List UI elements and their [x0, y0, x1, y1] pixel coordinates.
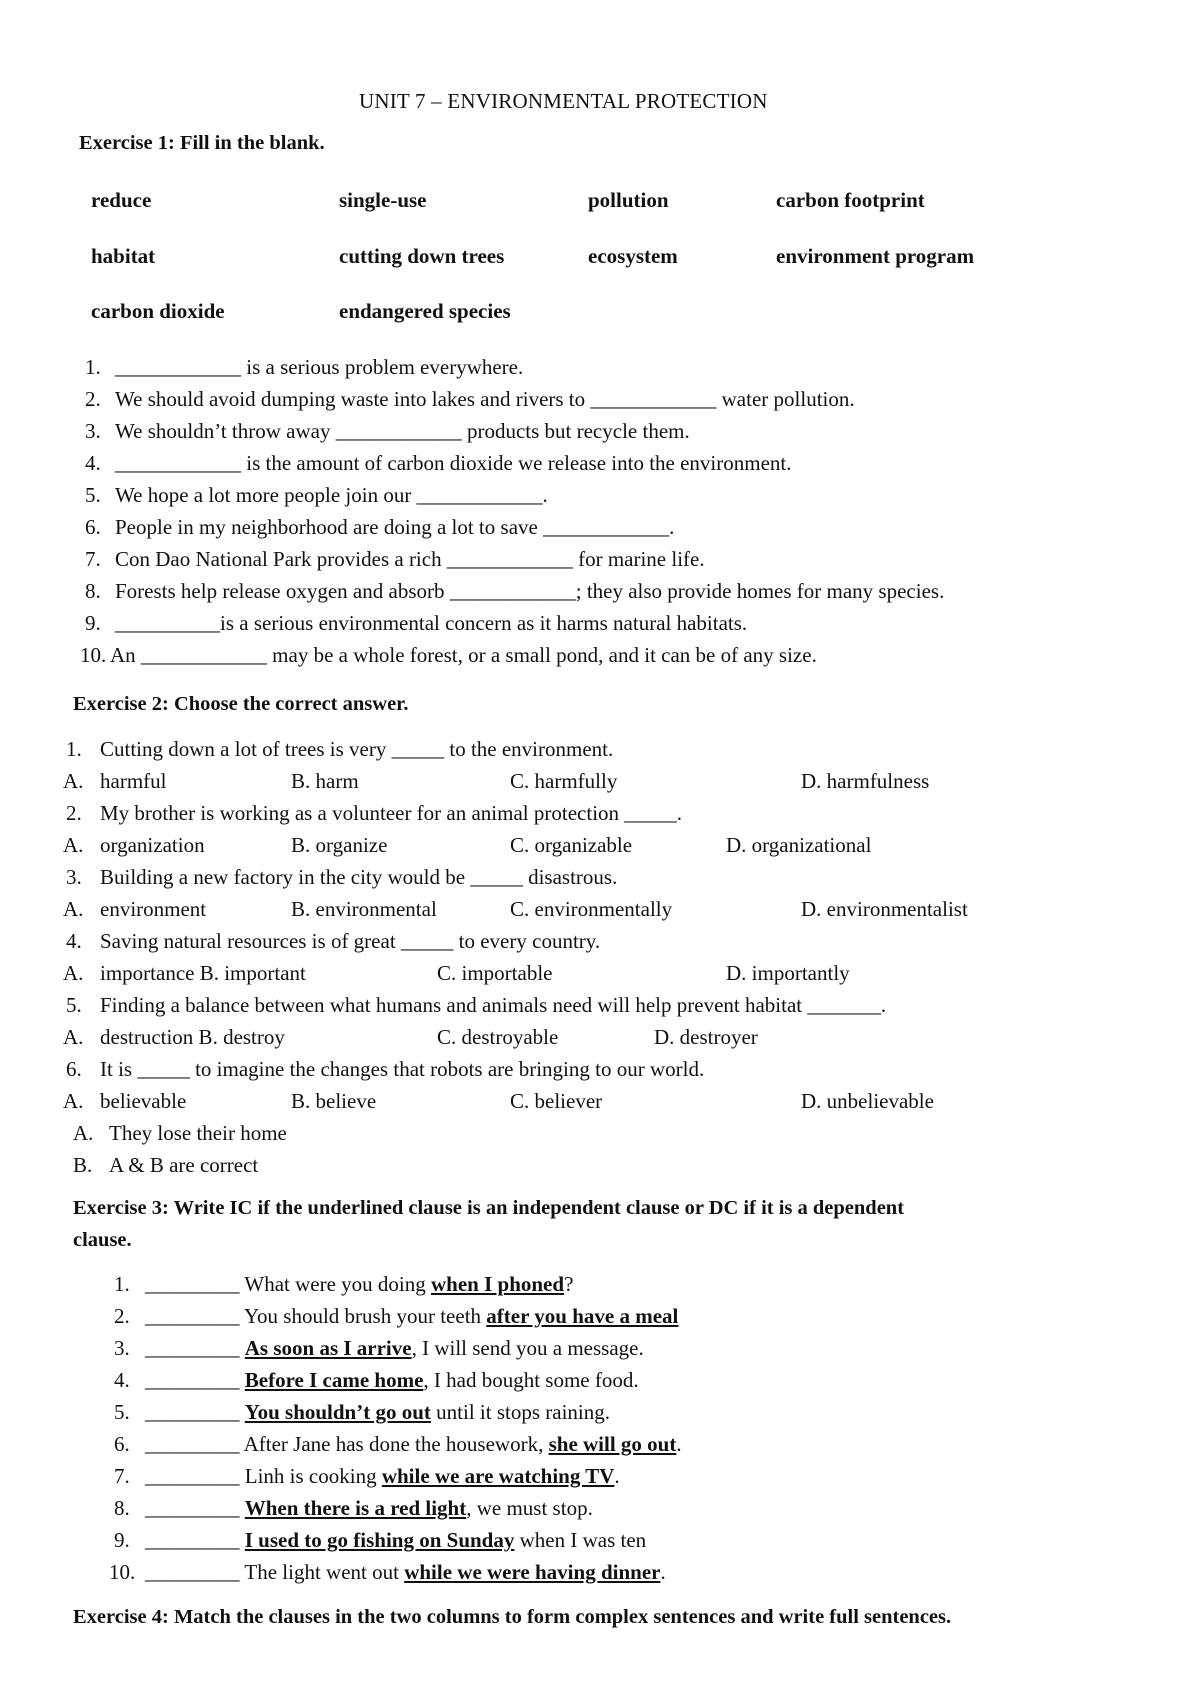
question-number: 4. [66, 929, 82, 953]
answer-option[interactable]: D. importantly [726, 961, 850, 985]
answer-blank[interactable]: _________ [145, 1560, 240, 1584]
answer-option[interactable]: A. [63, 961, 84, 985]
underlined-clause: When there is a red light [244, 1496, 467, 1520]
fill-blank-number: 7. [85, 547, 101, 571]
answer-option[interactable]: A. [63, 1089, 84, 1113]
sentence-after: , I had bought some food. [423, 1368, 639, 1392]
answer-option[interactable]: organization [100, 833, 205, 857]
underlined-clause: while we were having dinner [404, 1560, 661, 1584]
question-number: 2. [66, 801, 82, 825]
question-number: 5. [66, 993, 82, 1017]
answer-option[interactable]: importance B. important [100, 961, 306, 985]
fill-blank-sentence: We hope a lot more people join our ____________. [115, 483, 548, 507]
answer-option[interactable]: C. importable [437, 961, 553, 985]
clause-sentence [145, 1368, 639, 1393]
clause-number: 10. [109, 1560, 136, 1584]
fill-blank-number: 3. [85, 419, 101, 443]
sentence-before: You should brush your teeth [243, 1304, 487, 1328]
answer-option[interactable]: harmful [100, 769, 167, 793]
answer-option[interactable]: A. [63, 1025, 84, 1049]
clause-sentence [145, 1464, 620, 1489]
clause-number: 9. [114, 1528, 130, 1552]
sentence-after: . [614, 1464, 620, 1488]
answer-option[interactable]: C. destroyable [437, 1025, 559, 1049]
word-bank-item: carbon dioxide [91, 299, 225, 323]
sentence-after: when I was ten [514, 1528, 647, 1552]
fill-blank-sentence: ____________ is the amount of carbon dioxide we release into the environment. [115, 451, 792, 475]
sentence-before: After Jane has done the housework, [243, 1432, 549, 1456]
fill-blank-sentence: We should avoid dumping waste into lakes and rivers to ____________ water pollution. [115, 387, 855, 411]
exercise-3-heading-continued: clause. [73, 1229, 132, 1251]
fill-blank-number: 2. [85, 387, 101, 411]
word-bank-item: endangered species [339, 299, 511, 323]
exercise-3-heading: Exercise 3: Write IC if the underlined clause is an independent clause or DC if it is a dependent [73, 1197, 905, 1219]
answer-option[interactable]: C. organizable [510, 833, 633, 857]
answer-option[interactable]: C. environmentally [510, 897, 673, 921]
clause-sentence [145, 1400, 610, 1425]
question-number: 3. [66, 865, 82, 889]
sentence-after: . [676, 1432, 682, 1456]
clause-number: 4. [114, 1368, 130, 1392]
exercise-4-heading: Exercise 4: Match the clauses in the two columns to form complex sentences and write full sentences. [73, 1606, 952, 1628]
exercise-1-heading: Exercise 1: Fill in the blank. [79, 132, 325, 154]
underlined-clause: when I phoned [431, 1272, 565, 1296]
answer-blank[interactable]: _________ [145, 1272, 240, 1296]
fill-blank-number: 6. [85, 515, 101, 539]
answer-option[interactable]: C. harmfully [510, 769, 618, 793]
question-text: Building a new factory in the city would be _____ disastrous. [100, 865, 618, 889]
word-bank-item: carbon footprint [776, 188, 925, 212]
question-number: 6. [66, 1057, 82, 1081]
clause-number: 5. [114, 1400, 130, 1424]
answer-blank[interactable]: _________ [145, 1528, 240, 1552]
clause-number: 3. [114, 1336, 130, 1360]
fill-blank-number: 8. [85, 579, 101, 603]
fill-blank-number: 9. [85, 611, 101, 635]
underlined-clause: Before I came home [244, 1368, 424, 1392]
underlined-clause: As soon as I arrive [244, 1336, 412, 1360]
underlined-clause: I used to go fishing on Sunday [244, 1528, 515, 1552]
answer-option[interactable]: B. harm [291, 769, 359, 793]
answer-blank[interactable]: _________ [145, 1368, 240, 1392]
clause-sentence [145, 1336, 644, 1361]
word-bank-item: ecosystem [588, 244, 678, 268]
answer-blank[interactable]: _________ [145, 1432, 240, 1456]
sentence-before: The light went out [244, 1560, 405, 1584]
extra-option-text: They lose their home [109, 1121, 287, 1145]
sentence-after: , we must stop. [466, 1496, 593, 1520]
answer-blank[interactable]: _________ [145, 1496, 240, 1520]
fill-blank-number: 10. [80, 643, 107, 667]
sentence-after: ? [564, 1272, 574, 1296]
sentence-after: . [660, 1560, 666, 1584]
word-bank-item: environment program [776, 244, 975, 268]
answer-blank[interactable]: _________ [145, 1336, 240, 1360]
answer-option[interactable]: believable [100, 1089, 187, 1113]
answer-option[interactable]: D. destroyer [654, 1025, 758, 1049]
answer-option[interactable]: C. believer [510, 1089, 603, 1113]
page-title: UNIT 7 – ENVIRONMENTAL PROTECTION [359, 89, 768, 113]
answer-option[interactable]: B. believe [291, 1089, 377, 1113]
underlined-clause: she will go out [548, 1432, 677, 1456]
extra-option-letter: A. [73, 1121, 94, 1145]
underlined-clause: while we are watching TV [381, 1464, 615, 1488]
sentence-before: What were you doing [244, 1272, 431, 1296]
clause-sentence [145, 1304, 678, 1329]
fill-blank-sentence: An ____________ may be a whole forest, or a small pond, and it can be of any size. [110, 643, 817, 667]
answer-option[interactable]: environment [100, 897, 207, 921]
extra-option-text: A & B are correct [109, 1153, 259, 1177]
fill-blank-sentence: People in my neighborhood are doing a lot to save ____________. [115, 515, 675, 539]
answer-option[interactable]: destruction B. destroy [100, 1025, 285, 1049]
clause-number: 6. [114, 1432, 130, 1456]
underlined-clause: after you have a meal [486, 1304, 679, 1328]
word-bank-item: reduce [91, 188, 152, 212]
fill-blank-number: 1. [85, 355, 101, 379]
fill-blank-sentence: Forests help release oxygen and absorb ____________; they also provide homes for many species. [115, 579, 945, 603]
clause-number: 8. [114, 1496, 130, 1520]
fill-blank-sentence: ____________ is a serious problem everywhere. [115, 355, 524, 379]
word-bank-item: single-use [339, 188, 427, 212]
answer-blank[interactable]: _________ [145, 1464, 240, 1488]
clause-sentence [145, 1560, 666, 1585]
fill-blank-sentence: __________is a serious environmental concern as it harms natural habitats. [115, 611, 748, 635]
clause-number: 7. [114, 1464, 130, 1488]
question-text: It is _____ to imagine the changes that robots are bringing to our world. [100, 1057, 705, 1081]
clause-number: 2. [114, 1304, 130, 1328]
word-bank-item: pollution [588, 188, 669, 212]
clause-sentence [145, 1528, 646, 1553]
answer-option[interactable]: D. organizational [726, 833, 872, 857]
answer-option[interactable]: A. [63, 833, 84, 857]
answer-blank[interactable]: _________ [145, 1400, 240, 1424]
clause-sentence [145, 1272, 573, 1297]
answer-option[interactable]: D. environmentalist [801, 897, 968, 921]
word-bank-item: habitat [91, 244, 156, 268]
clause-sentence [145, 1432, 682, 1457]
question-number: 1. [66, 737, 82, 761]
question-text: Cutting down a lot of trees is very _____ to the environment. [100, 737, 614, 761]
sentence-after: , I will send you a message. [411, 1336, 644, 1360]
clause-sentence [145, 1496, 593, 1521]
exercise-2-heading: Exercise 2: Choose the correct answer. [73, 693, 409, 715]
answer-option[interactable]: B. environmental [291, 897, 437, 921]
answer-option[interactable]: D. unbelievable [801, 1089, 934, 1113]
fill-blank-number: 4. [85, 451, 101, 475]
fill-blank-sentence: We shouldn’t throw away ____________ products but recycle them. [115, 419, 690, 443]
answer-option[interactable]: B. organize [291, 833, 388, 857]
sentence-after: until it stops raining. [430, 1400, 610, 1424]
answer-blank[interactable]: _________ [145, 1304, 240, 1328]
sentence-before: Linh is cooking [244, 1464, 382, 1488]
question-text: My brother is working as a volunteer for an animal protection _____. [100, 801, 683, 825]
word-bank-item: cutting down trees [339, 244, 505, 268]
fill-blank-sentence: Con Dao National Park provides a rich ____________ for marine life. [115, 547, 705, 571]
answer-option[interactable]: A. [63, 769, 84, 793]
question-text: Finding a balance between what humans and animals need will help prevent habitat _______. [100, 993, 887, 1017]
question-text: Saving natural resources is of great _____ to every country. [100, 929, 601, 953]
fill-blank-number: 5. [85, 483, 101, 507]
answer-option[interactable]: A. [63, 897, 84, 921]
underlined-clause: You shouldn’t go out [244, 1400, 431, 1424]
answer-option[interactable]: D. harmfulness [801, 769, 930, 793]
extra-option-letter: B. [73, 1153, 93, 1177]
clause-number: 1. [114, 1272, 130, 1296]
